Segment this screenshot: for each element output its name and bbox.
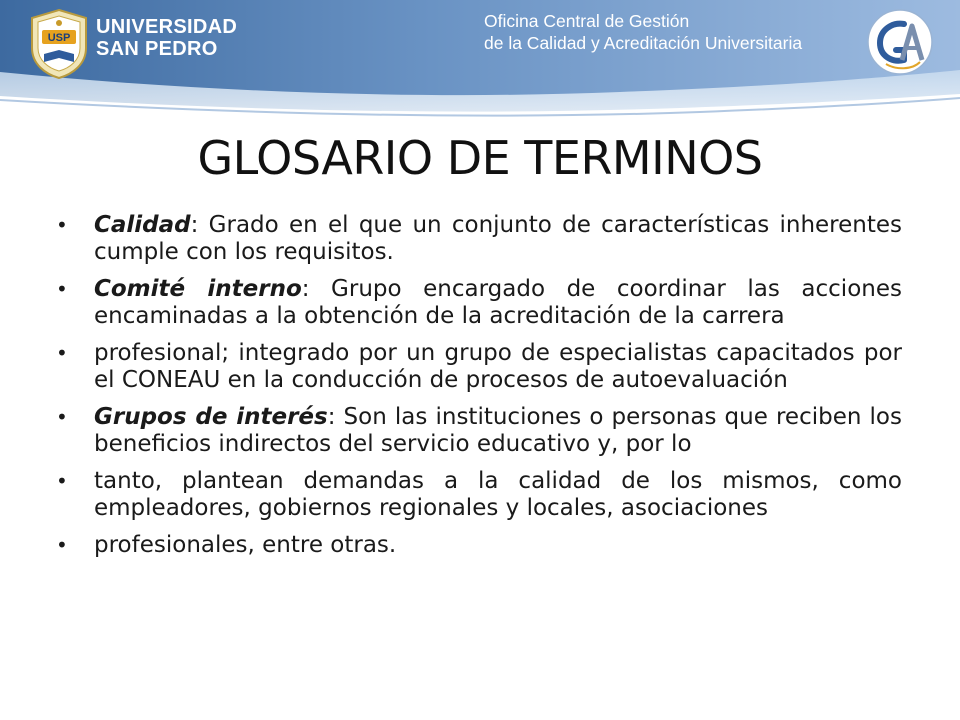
- university-name-line2: SAN PEDRO: [96, 38, 218, 60]
- glossary-definition: : Grado en el que un conjunto de características inherentes cumple con los requisitos.: [94, 212, 902, 265]
- glossary-item: [56, 532, 902, 559]
- office-name-line1: Oficina Central de Gestión: [484, 11, 690, 31]
- glossary-item: [56, 340, 902, 394]
- glossary-item: [56, 468, 902, 522]
- glossary-definition: profesionales, entre otras.: [94, 532, 397, 558]
- glossary-term: Calidad: [94, 212, 191, 238]
- glossary-term: Grupos de interés: [94, 404, 328, 430]
- slide-title: GLOSARIO DE TERMINOS: [197, 131, 763, 185]
- university-name: [96, 16, 237, 60]
- quality-office-logo-icon: [866, 8, 934, 76]
- glossary-definition: : Grupo encargado de coordinar las acciones encaminadas a la obtención de la acreditación de la carrera: [94, 276, 902, 329]
- glossary-item: [56, 212, 902, 266]
- office-name: [484, 10, 802, 54]
- university-name-line1: UNIVERSIDAD: [96, 16, 238, 38]
- logo-text: USP: [47, 32, 71, 44]
- glossary-item: [56, 404, 902, 458]
- bullet-icon: •: [56, 533, 68, 557]
- bullet-icon: •: [56, 277, 68, 301]
- bullet-icon: •: [56, 213, 68, 237]
- bullet-icon: •: [56, 469, 68, 493]
- glossary-definition: profesional; integrado por un grupo de especialistas capacitados por el CONEAU en la conducción de procesos de autoevaluación: [94, 340, 902, 393]
- university-crest-icon: [28, 8, 90, 80]
- glossary-term: Comité interno: [94, 276, 302, 302]
- office-name-line2: de la Calidad y Acreditación Universitaria: [484, 33, 803, 53]
- glossary-definition: : Son las instituciones o personas que reciben los beneficios indirectos del servicio educativo y, por lo: [94, 404, 902, 457]
- header-banner: [0, 0, 960, 128]
- glossary-list: [56, 212, 902, 569]
- glossary-definition: tanto, plantean demandas a la calidad de los mismos, como empleadores, gobiernos regionales y locales, asociaciones: [94, 468, 902, 521]
- bullet-icon: •: [56, 405, 68, 429]
- glossary-item: [56, 276, 902, 330]
- bullet-icon: •: [56, 341, 68, 365]
